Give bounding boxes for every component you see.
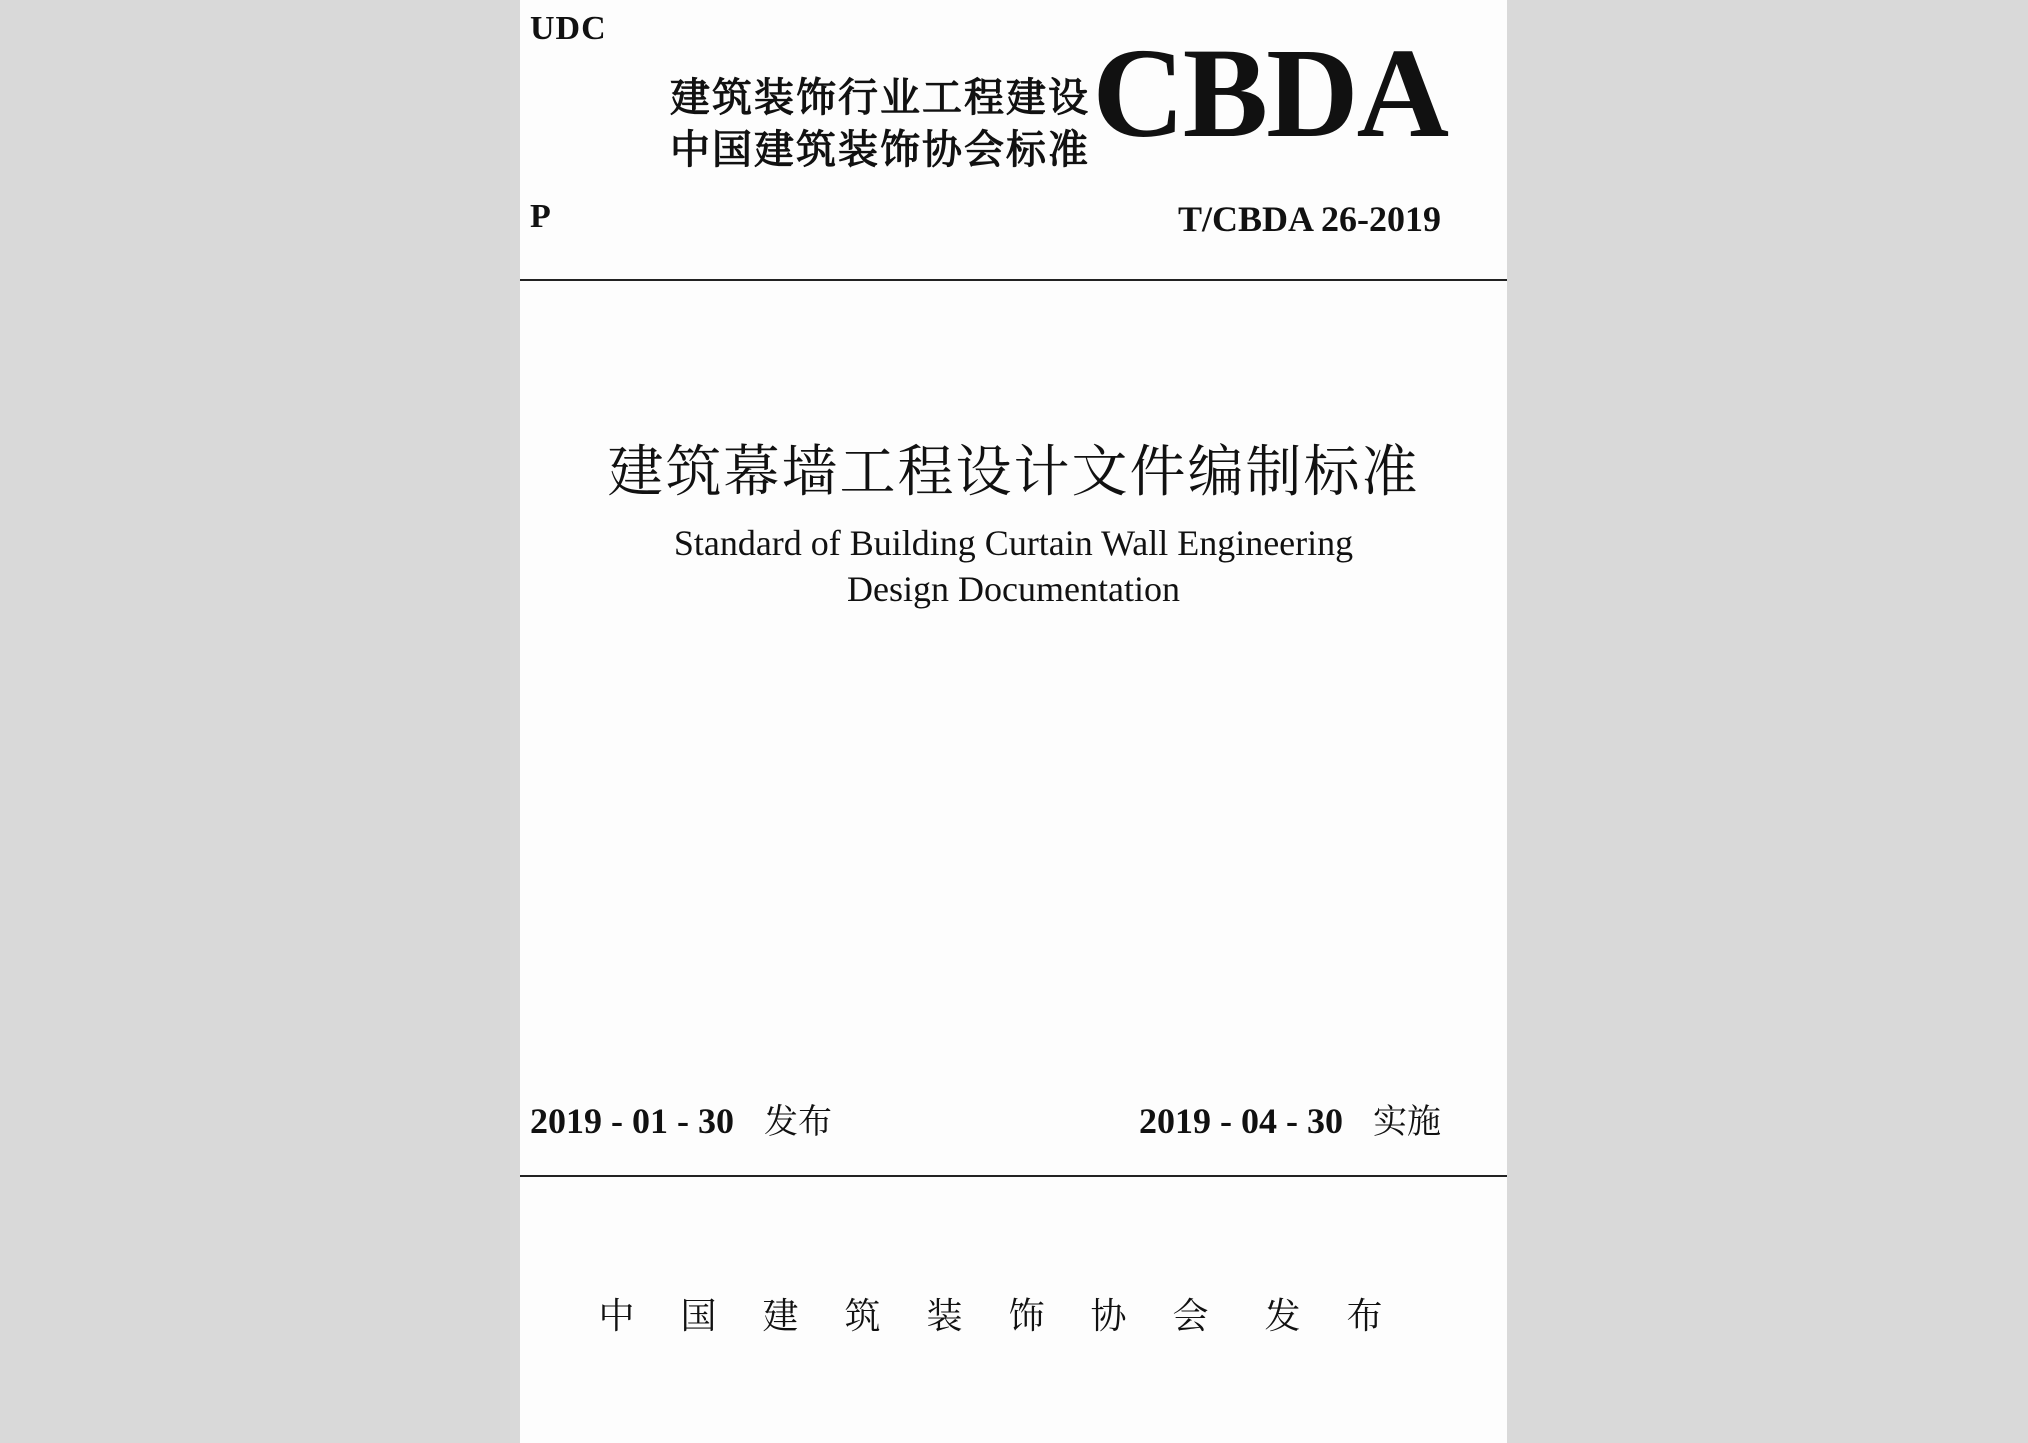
udc-label: UDC — [530, 10, 607, 47]
bottom-divider — [520, 1175, 1507, 1177]
title-english-line-1: Standard of Building Curtain Wall Engineering — [673, 523, 1354, 563]
association-line-2: 中国建筑装饰协会标准 — [670, 127, 1090, 173]
association-line-1: 建筑装饰行业工程建设 — [670, 75, 1090, 121]
association-block — [670, 72, 1090, 176]
cover-page — [520, 0, 1507, 1443]
implement-date-block — [1139, 1094, 1441, 1143]
title-chinese: 建筑幕墙工程设计文件编制标准 — [607, 440, 1420, 505]
implement-label: 实施 — [1373, 1102, 1441, 1142]
publisher-name: 中国建筑装饰协会 — [598, 1296, 1255, 1337]
standard-code: T/CBDA 26-2019 — [1177, 199, 1441, 239]
publisher-action: 发布 — [1264, 1296, 1429, 1337]
issue-label: 发布 — [763, 1102, 832, 1142]
top-divider — [520, 279, 1507, 281]
publisher-line — [520, 1288, 1507, 1339]
title-english — [520, 520, 1507, 612]
issue-date-block — [530, 1094, 832, 1143]
issue-date: 2019 - 01 - 30 — [530, 1101, 734, 1141]
implement-date: 2019 - 04 - 30 — [1139, 1101, 1343, 1141]
cbda-logo: CBDA — [1092, 22, 1447, 164]
classification-mark: P — [530, 198, 551, 235]
title-english-line-2: Design Documentation — [847, 569, 1180, 609]
